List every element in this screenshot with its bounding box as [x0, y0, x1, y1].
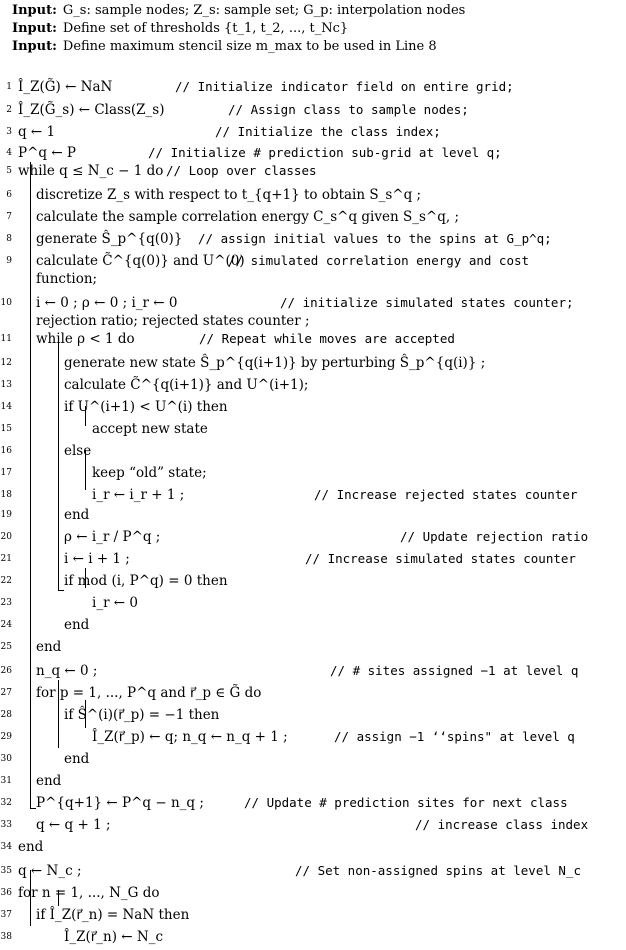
line-statement: q ← q + 1 ;	[36, 817, 111, 833]
line-comment: // Set non-assigned spins at level N_c	[295, 863, 581, 878]
line-number: 36	[0, 888, 12, 898]
line-number: 18	[0, 490, 12, 500]
line-statement: if Î_Z(r⃗_n) = NaN then	[36, 907, 190, 923]
line-number: 9	[6, 256, 12, 266]
line-statement: i_r ← i_r + 1 ;	[92, 487, 185, 503]
algorithm-line	[0, 882, 626, 904]
line-number: 22	[0, 576, 12, 586]
algorithm-line	[0, 726, 626, 748]
line-number: 25	[0, 642, 12, 652]
line-number: 28	[0, 710, 12, 720]
line-comment: // Initialize indicator field on entire grid;	[175, 79, 514, 94]
line-number: 27	[0, 688, 12, 698]
line-statement: while ρ < 1 do	[36, 331, 135, 347]
algorithm-line	[0, 526, 626, 548]
line-number: 2	[6, 105, 12, 115]
line-statement: rejection ratio; rejected states counter ;	[36, 313, 310, 329]
line-statement: i ← i + 1 ;	[64, 551, 130, 567]
line-number: 31	[0, 776, 12, 786]
algorithm-line	[0, 206, 626, 228]
algorithm-line	[0, 904, 626, 926]
line-statement: q ← 1	[18, 124, 56, 140]
line-statement: Î_Z(G̃_s) ← Class(Z_s)	[18, 102, 165, 118]
line-number: 6	[6, 190, 12, 200]
line-statement: P^{q+1} ← P^q − n_q ;	[36, 795, 204, 811]
line-comment: // Initialize # prediction sub-grid at level q;	[148, 145, 502, 160]
line-number: 21	[0, 554, 12, 564]
line-number: 16	[0, 446, 12, 456]
line-comment: // Assign class to sample nodes;	[228, 102, 469, 117]
algorithm-line	[0, 268, 626, 290]
line-comment: // Repeat while moves are accepted	[199, 331, 455, 346]
algorithm-line	[0, 682, 626, 704]
line-statement: generate Ŝ_p^{q(0)}	[36, 231, 183, 247]
line-statement: end	[18, 839, 44, 855]
line-comment: // Update rejection ratio	[400, 529, 589, 544]
line-number: 13	[0, 380, 12, 390]
line-number: 15	[0, 424, 12, 434]
line-comment: // Update # prediction sites for next class	[244, 795, 568, 810]
line-statement: while q ≤ N_c − 1 do	[18, 163, 164, 179]
algorithm-line	[0, 352, 626, 374]
algorithm-line	[0, 614, 626, 636]
line-comment: // Initialize the class index;	[215, 124, 441, 139]
line-statement: end	[64, 507, 90, 523]
line-comment: // simulated correlation energy and cost	[228, 253, 530, 268]
algorithm-line	[0, 374, 626, 396]
algorithm-line	[0, 462, 626, 484]
line-statement: generate new state Ŝ_p^{q(i+1)} by perturbing Ŝ_p^{q(i)} ;	[64, 355, 486, 371]
line-number: 7	[6, 212, 12, 222]
input-line-3: Input: Define maximum stencil size m_max to be used in Line 8	[12, 39, 437, 54]
algorithm-line	[0, 926, 626, 948]
line-comment: // # sites assigned −1 at level q	[330, 663, 579, 678]
line-statement: for n = 1, ..., N_G do	[18, 885, 160, 901]
algorithm-line	[0, 121, 626, 143]
algorithm-line	[0, 770, 626, 792]
line-statement: Î_Z(r⃗_n) ← N_c	[64, 929, 164, 945]
line-number: 14	[0, 402, 12, 412]
line-comment: // Increase rejected states counter	[314, 487, 578, 502]
algorithm-line	[0, 396, 626, 418]
algorithm-line	[0, 160, 626, 182]
line-statement: keep “old” state;	[92, 465, 207, 481]
algorithm-line	[0, 76, 626, 98]
line-number: 11	[0, 334, 12, 344]
input-line-1: Input: G_s: sample nodes; Z_s: sample set; G_p: interpolation nodes	[12, 3, 466, 18]
line-number: 30	[0, 754, 12, 764]
algorithm-line	[0, 99, 626, 121]
line-number: 3	[6, 127, 12, 137]
line-statement: else	[64, 443, 92, 459]
line-number: 20	[0, 532, 12, 542]
line-number: 26	[0, 666, 12, 676]
line-statement: if Ŝ^(i)(r⃗_p) = −1 then	[64, 707, 220, 723]
line-statement: q ← N_c ;	[18, 863, 82, 879]
algorithm-line	[0, 592, 626, 614]
algorithm-line	[0, 748, 626, 770]
line-comment: // increase class index	[415, 817, 589, 832]
line-number: 4	[6, 148, 12, 158]
input-line-2: Input: Define set of thresholds {t_1, t_2, ..., t_Nc}	[12, 21, 349, 36]
algorithm-line	[0, 184, 626, 206]
line-statement: discretize Z_s with respect to t_{q+1} to obtain S_s^q ;	[36, 187, 422, 203]
line-number: 5	[6, 166, 12, 176]
algorithm-line	[0, 704, 626, 726]
algorithm-line	[0, 440, 626, 462]
line-statement: function;	[36, 271, 98, 287]
line-statement: end	[64, 751, 90, 767]
line-number: 34	[0, 842, 12, 852]
line-comment: // initialize simulated states counter;	[280, 295, 574, 310]
line-number: 23	[0, 598, 12, 608]
line-comment: // assign −1 ‘‘spins" at level q	[334, 729, 575, 744]
line-statement: if mod (i, P^q) = 0 then	[64, 573, 228, 589]
algorithm-line	[0, 418, 626, 440]
algorithm-line	[0, 814, 626, 836]
line-statement: ρ ← i_r / P^q ;	[64, 529, 161, 545]
line-number: 29	[0, 732, 12, 742]
algorithm-line	[0, 836, 626, 858]
line-number: 19	[0, 510, 12, 520]
algorithm-line	[0, 228, 626, 250]
line-statement: end	[36, 773, 62, 789]
line-number: 33	[0, 820, 12, 830]
line-statement: P^q ← P	[18, 145, 77, 161]
line-number: 8	[6, 234, 12, 244]
line-number: 10	[0, 298, 12, 308]
line-number: 32	[0, 798, 12, 808]
algorithm-line	[0, 570, 626, 592]
algorithm-line	[0, 636, 626, 658]
line-statement: calculate C̃^{q(0)} and U^(0)	[36, 253, 245, 269]
line-statement: if U^(i+1) < U^(i) then	[64, 399, 228, 415]
line-statement: Î_Z(r⃗_p) ← q; n_q ← n_q + 1 ;	[92, 729, 288, 745]
line-number: 38	[0, 932, 12, 942]
line-comment: // Increase simulated states counter	[305, 551, 576, 566]
line-comment: // Loop over classes	[166, 163, 317, 178]
line-statement: for p = 1, ..., P^q and r⃗_p ∈ G̃ do	[36, 685, 262, 701]
line-statement: calculate C̃^{q(i+1)} and U^(i+1);	[64, 377, 309, 393]
line-statement: end	[64, 617, 90, 633]
line-number: 37	[0, 910, 12, 920]
algorithm-line	[0, 484, 626, 506]
algorithm-line	[0, 548, 626, 570]
algorithm-line	[0, 860, 626, 882]
line-statement: Î_Z(G̃) ← NaN	[18, 79, 113, 95]
algorithm-line	[0, 792, 626, 814]
line-comment: // assign initial values to the spins at G_p^q;	[198, 231, 552, 246]
line-statement: i_r ← 0	[92, 595, 139, 611]
line-statement: i ← 0 ; ρ ← 0 ; i_r ← 0	[36, 295, 178, 311]
line-number: 24	[0, 620, 12, 630]
line-number: 12	[0, 358, 12, 368]
algorithm-line	[0, 328, 626, 350]
line-number: 35	[0, 866, 12, 876]
algorithm-line	[0, 660, 626, 682]
line-statement: calculate the sample correlation energy C_s^q given S_s^q, ;	[36, 209, 459, 225]
line-statement: accept new state	[92, 421, 208, 437]
line-statement: end	[36, 639, 62, 655]
line-number: 1	[6, 82, 12, 92]
algorithm-line	[0, 504, 626, 526]
line-statement: n_q ← 0 ;	[36, 663, 98, 679]
line-number: 17	[0, 468, 12, 478]
